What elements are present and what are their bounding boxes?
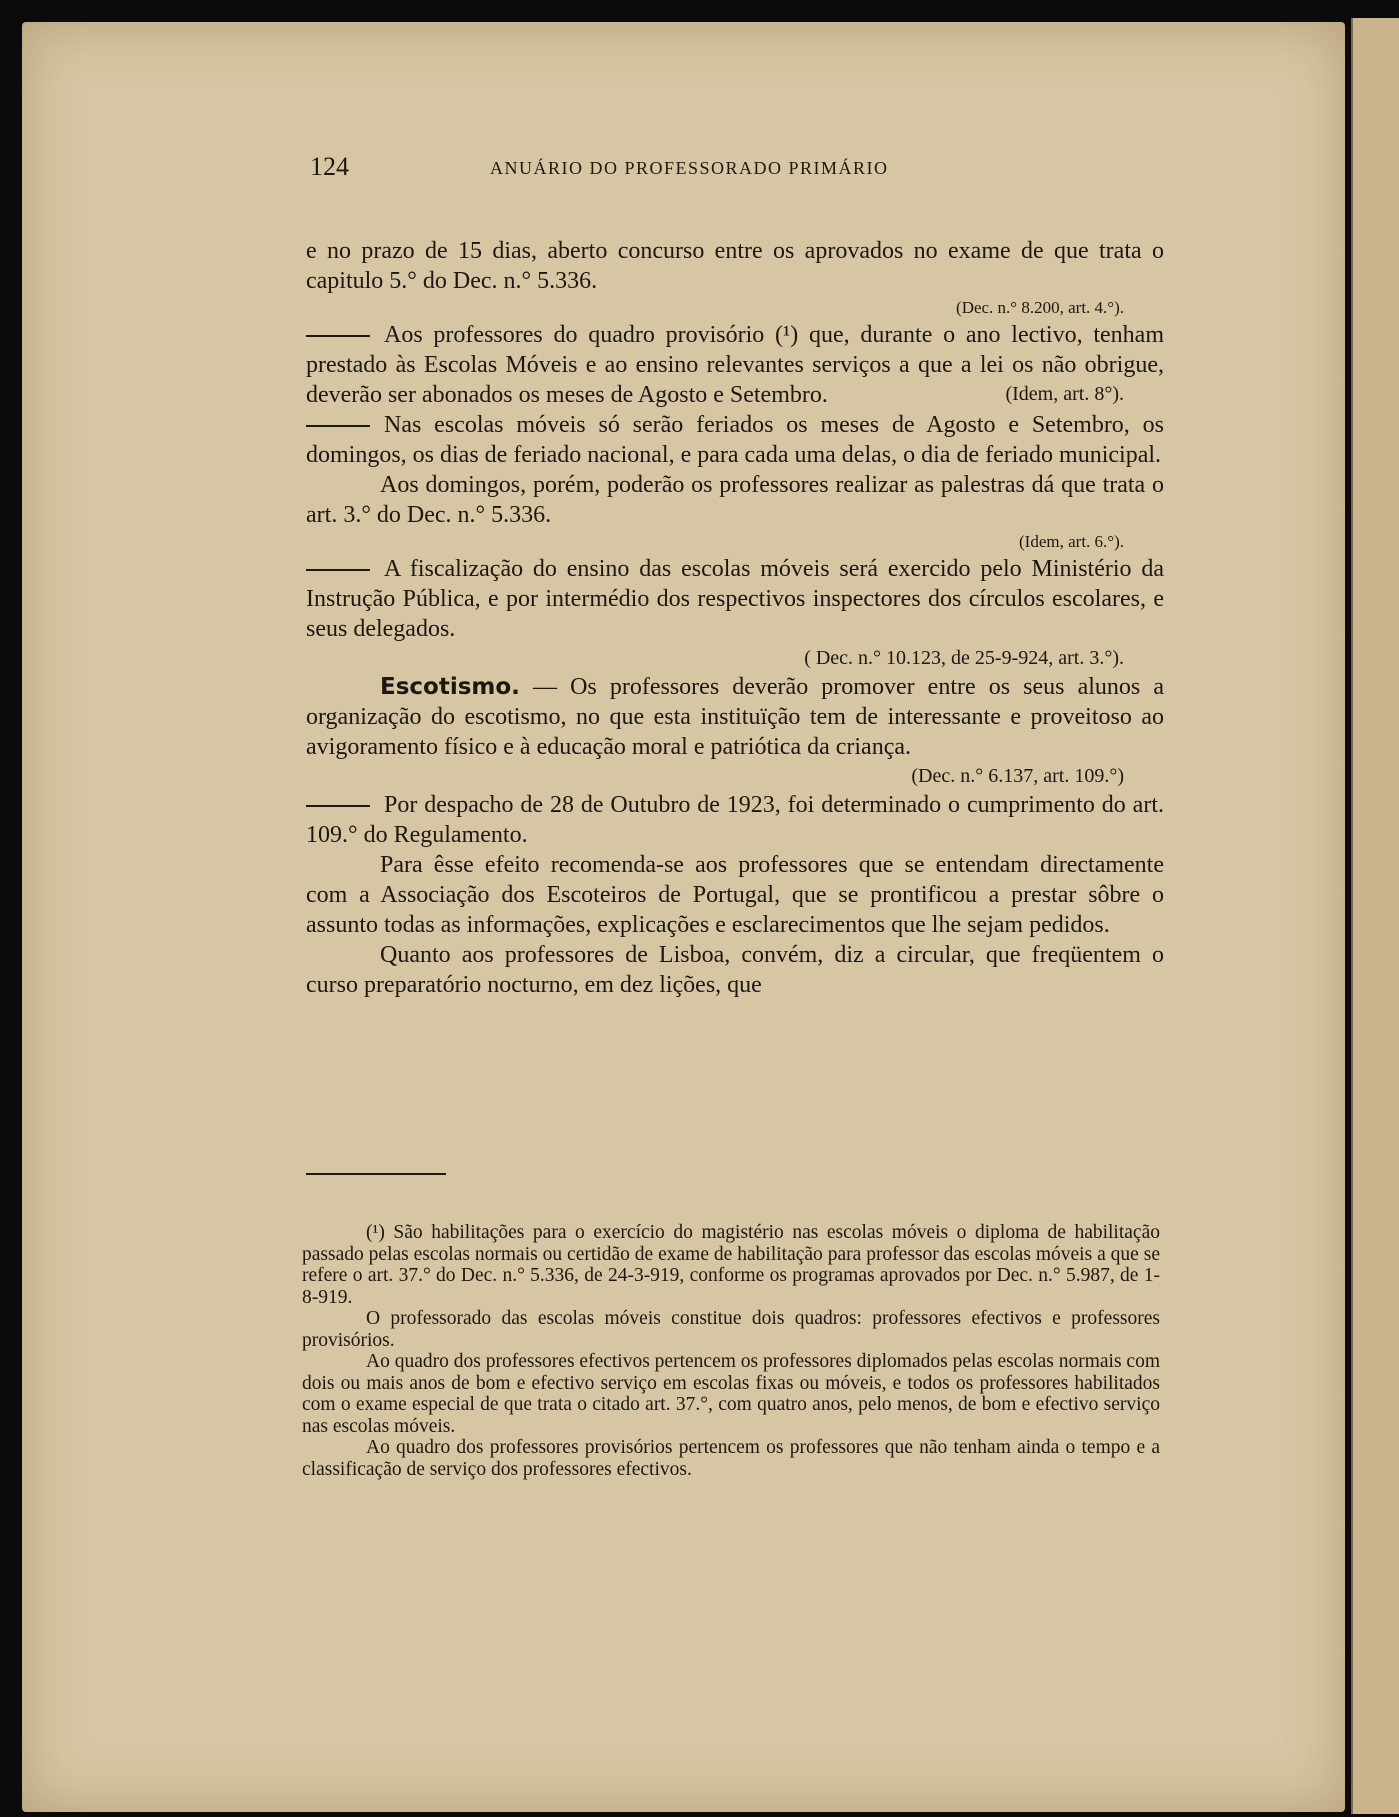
em-rule: [306, 425, 370, 427]
em-rule: [306, 569, 370, 571]
footnote-divider: [306, 1173, 446, 1175]
footnotes: [302, 1222, 1160, 1480]
em-rule: [306, 805, 370, 807]
paragraph: Para êsse efeito recomenda-se aos professores que se entendam directamente com a Associação dos Escoteiros de Portugal, que se prontificou a prestar sôbre o assunto todas as informações, explicações e esclarecimentos que lhe sejam pedidos.: [306, 852, 1164, 938]
next-page-edge: [1351, 18, 1399, 1814]
paragraph: Aos domingos, porém, poderão os professores realizar as palestras dá que trata o art. 3.° do Dec. n.° 5.336.: [306, 472, 1164, 528]
em-rule: [306, 335, 370, 337]
page-number: 124: [310, 152, 349, 181]
citation: (Dec. n.° 6.137, art. 109.°): [911, 765, 1124, 787]
paragraph: Quanto aos professores de Lisboa, convém, diz a circular, que freqüentem o curso preparatório nocturno, em dez lições, que: [306, 942, 1164, 998]
paragraph: Por despacho de 28 de Outubro de 1923, foi determinado o cumprimento do art. 109.° do Regulamento.: [306, 792, 1164, 848]
citation: (Idem, art. 6.°).: [1019, 532, 1124, 551]
section-title: Escotismo.: [380, 674, 520, 700]
paragraph: A fiscalização do ensino das escolas móveis será exercido pelo Ministério da Instrução Pública, e por intermédio dos respectivos inspectores dos círculos escolares, e seus delegados.: [306, 556, 1164, 642]
paragraph: Aos professores do quadro provisório (¹) que, durante o ano lectivo, tenham prestado às Escolas Móveis e ao ensino relevantes serviços a que a lei os não obrigue, deverão ser abonados os meses de Agosto e Setembro.: [306, 322, 1164, 408]
paragraph: Nas escolas móveis só serão feriados os meses de Agosto e Setembro, os domingos, os dias de feriado nacional, e para cada uma delas, o dia de feriado municipal.: [306, 412, 1164, 468]
footnote: Ao quadro dos professores efectivos pertencem os professores diplomados pelas escolas normais com dois ou mais anos de bom e efectivo serviço em escolas fixas ou móveis, e todos os professores habilitados com o exame especial de que trata o citado art. 37.°, com quatro anos, pelo menos, de bom e efectivo serviço nas escolas móveis.: [302, 1351, 1160, 1437]
citation: (Idem, art. 8°).: [1005, 383, 1124, 405]
body-text: [306, 236, 1164, 1000]
footnote: O professorado das escolas móveis constitue dois quadros: professores efectivos e professores provisórios.: [302, 1308, 1160, 1351]
running-title: ANUÁRIO DO PROFESSORADO PRIMÁRIO: [490, 158, 889, 178]
footnote: Ao quadro dos professores provisórios pertencem os professores que não tenham ainda o tempo e a classificação de serviço dos professores efectivos.: [302, 1437, 1160, 1480]
footnote: (¹) São habilitações para o exercício do magistério nas escolas móveis o diploma de habilitação passado pelas escolas normais ou certidão de exame de habilitação para professor das escolas móveis a que se refere o art. 37.° do Dec. n.° 5.336, de 24-3-919, conforme os programas aprovados por Dec. n.° 5.987, de 1-8-919.: [302, 1222, 1160, 1308]
paragraph: e no prazo de 15 dias, aberto concurso entre os aprovados no exame de que trata o capitulo 5.° do Dec. n.° 5.336.: [306, 238, 1164, 294]
citation: ( Dec. n.° 10.123, de 25-9-924, art. 3.°).: [804, 647, 1124, 669]
paragraph: Escotismo. — Os professores deverão promover entre os seus alunos a organização do escotismo, no que esta instituïção tem de interessante e proveitoso ao avigoramento físico e à educação moral e patriótica da criança.: [306, 674, 1164, 760]
citation: (Dec. n.° 8.200, art. 4.°).: [956, 298, 1124, 317]
